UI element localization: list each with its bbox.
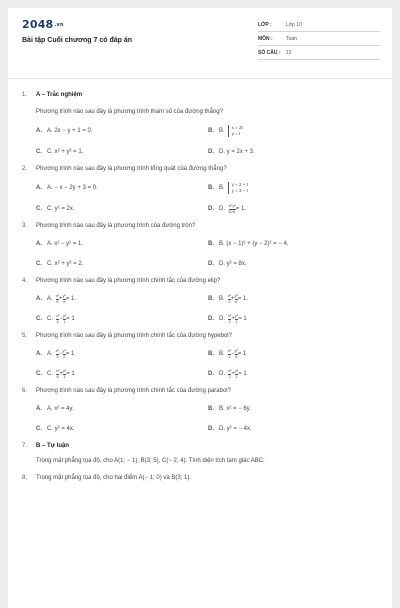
option-label: C. xyxy=(36,371,42,377)
option-prefix: C. xyxy=(47,371,53,377)
option-prefix: A. xyxy=(47,351,53,357)
question-number: 3. xyxy=(22,223,28,229)
option-label: C. xyxy=(36,316,42,322)
answer-option[interactable] xyxy=(36,182,208,194)
answer-options xyxy=(36,182,382,214)
question-item xyxy=(22,91,382,157)
answer-option[interactable] xyxy=(208,349,380,359)
fraction-denominator: 2 xyxy=(228,318,231,324)
fraction-numerator: y² xyxy=(62,348,66,353)
option-label: A. xyxy=(36,128,42,134)
answer-option[interactable] xyxy=(208,204,380,214)
option-text: B. x² = − 6y. xyxy=(219,406,251,412)
question-text xyxy=(36,474,382,483)
option-label: D. xyxy=(208,371,214,377)
option-text: D. y = 2x + 3. xyxy=(219,149,255,155)
equation-system xyxy=(228,125,243,137)
math-operator: + xyxy=(231,296,235,302)
logo-text: 2048 xyxy=(22,18,54,31)
option-label: A. xyxy=(36,406,42,412)
option-text: A. x² = 4y. xyxy=(47,406,74,412)
meta-key: MÔN : xyxy=(258,35,273,42)
question-text xyxy=(36,442,382,451)
option-label: D. xyxy=(208,206,214,212)
fraction-denominator: 6 xyxy=(235,353,238,359)
option-prefix: D. xyxy=(219,316,225,322)
answer-option[interactable] xyxy=(208,424,380,434)
fraction-denominator: 1 xyxy=(228,298,231,304)
header-divider xyxy=(8,78,392,79)
option-text: A. x² − y² = 1. xyxy=(47,241,84,247)
option-tail: = 1 xyxy=(66,371,75,377)
section-heading: A – Trắc nghiệm xyxy=(36,92,83,98)
equation-line: y = 2 + t xyxy=(231,182,248,187)
math-operator: + xyxy=(231,371,235,377)
answer-option[interactable] xyxy=(36,369,208,379)
fraction-denominator: 1 xyxy=(235,373,238,379)
answer-option[interactable] xyxy=(208,147,380,157)
answer-option[interactable] xyxy=(208,314,380,324)
answer-option[interactable] xyxy=(36,424,208,434)
answer-options xyxy=(36,294,382,324)
answer-option[interactable] xyxy=(36,314,208,324)
option-tail: = 1. xyxy=(237,296,249,302)
section-heading: B – Tự luận xyxy=(36,443,70,449)
question-item xyxy=(22,165,382,214)
fraction-denominator: 4 xyxy=(56,318,59,324)
meta-row-count xyxy=(258,46,380,60)
question-item xyxy=(22,474,382,483)
fraction-numerator: y² xyxy=(234,313,239,318)
answer-option[interactable] xyxy=(208,369,380,379)
option-text: B. (x − 1)² + (y − 2)² = − 4. xyxy=(219,241,289,247)
option-tail: = 1 xyxy=(238,371,247,377)
fraction-denominator: 1 xyxy=(228,353,231,359)
fraction-denominator: 3 xyxy=(56,353,59,359)
question-stem xyxy=(22,332,382,341)
option-label: A. xyxy=(36,351,42,357)
answer-option[interactable] xyxy=(36,239,208,249)
document-header xyxy=(8,8,392,66)
question-text xyxy=(36,387,382,396)
answer-option[interactable] xyxy=(36,349,208,359)
fraction-numerator: y² xyxy=(62,293,66,298)
fraction-denominator: 1 xyxy=(63,318,66,324)
option-text: C. y² = 4x. xyxy=(47,426,75,432)
fraction-numerator: x² xyxy=(55,348,60,353)
fraction-denominator: 1 xyxy=(235,318,238,324)
question-number: 6. xyxy=(22,388,28,394)
answer-options xyxy=(36,125,382,157)
option-label: D. xyxy=(208,426,214,432)
fraction-denominator: 2 xyxy=(228,373,231,379)
meta-row-class xyxy=(258,18,380,32)
math-operator: + xyxy=(59,371,63,377)
option-text: A. 2x − y + 1 = 0. xyxy=(47,128,93,134)
option-prefix: B. xyxy=(219,351,225,357)
meta-value: Toán xyxy=(286,35,297,42)
question-stem xyxy=(22,165,382,174)
fraction-numerator: x² xyxy=(227,348,232,353)
question-stem xyxy=(22,277,382,286)
answer-option[interactable] xyxy=(208,182,380,194)
question-text xyxy=(36,165,382,174)
option-label: A. xyxy=(36,241,42,247)
answer-option[interactable] xyxy=(36,204,208,214)
fraction-denominator: 9 xyxy=(56,298,59,304)
answer-option[interactable] xyxy=(36,404,208,414)
answer-option[interactable] xyxy=(208,239,380,249)
question-prompt: Phương trình nào sau đây là phương trình tổng quát của đường thẳng? xyxy=(36,166,227,172)
question-prompt: Trong mặt phẳng tọa độ, cho A(1; − 1), B(3; 5), C(− 2; 4). Tính diện tích tam giác ABC. xyxy=(36,458,265,464)
question-number: 2. xyxy=(22,166,28,172)
answer-option[interactable] xyxy=(208,404,380,414)
document-title: Bài tập Cuối chương 7 có đáp án xyxy=(22,37,133,44)
option-label: D. xyxy=(208,149,214,155)
math-operator: − xyxy=(59,316,63,322)
fraction-numerator: x² xyxy=(228,368,232,373)
option-text: D. y² = 8x. xyxy=(219,261,247,267)
equation-line: y = 3 − t xyxy=(231,188,248,193)
question-number: 4. xyxy=(22,278,28,284)
fraction-denominator: 10 xyxy=(228,208,233,214)
option-label: D. xyxy=(208,316,214,322)
math-operator: + xyxy=(59,296,63,302)
option-text: A. − x − 2y + 3 = 0. xyxy=(47,185,98,191)
option-label: B. xyxy=(208,128,214,134)
option-label: C. xyxy=(36,206,42,212)
fraction-numerator: y² xyxy=(62,313,67,318)
option-text: C. x² + y² = 2. xyxy=(47,261,84,267)
answer-option[interactable] xyxy=(36,147,208,157)
equation-line: x = 2t xyxy=(231,125,243,130)
question-stem xyxy=(22,222,382,231)
option-prefix: A. xyxy=(47,296,53,302)
option-label: A. xyxy=(36,185,42,191)
question-number: 1. xyxy=(22,92,28,98)
logo-suffix: .vn xyxy=(54,22,64,28)
question-text xyxy=(36,277,382,286)
option-tail: = 1 xyxy=(65,351,75,357)
answer-option[interactable] xyxy=(36,294,208,304)
math-operator: − xyxy=(231,351,235,357)
option-label: B. xyxy=(208,185,214,191)
fraction-numerator: y² xyxy=(234,293,238,298)
question-number: 5. xyxy=(22,333,28,339)
fraction-numerator: x² xyxy=(56,368,60,373)
fraction-denominator: 1 xyxy=(63,373,66,379)
math-operator: − xyxy=(59,351,63,357)
option-prefix: B. xyxy=(219,128,225,134)
answer-option[interactable] xyxy=(208,259,380,269)
math-operator: + xyxy=(231,316,235,322)
fraction-denominator: 6 xyxy=(56,373,59,379)
option-label: D. xyxy=(208,261,214,267)
question-list xyxy=(22,91,382,491)
fraction-numerator: x² xyxy=(55,293,60,298)
option-prefix: D. xyxy=(219,206,225,212)
equation-system xyxy=(228,182,248,194)
meta-row-subject xyxy=(258,32,380,46)
answer-option[interactable] xyxy=(36,259,208,269)
fraction-denominator: 6 xyxy=(233,208,236,214)
question-number: 8. xyxy=(22,475,28,481)
fraction-numerator: x² xyxy=(228,313,232,318)
option-label: C. xyxy=(36,426,42,432)
answer-option[interactable] xyxy=(36,125,208,137)
question-item xyxy=(22,332,382,379)
document-meta xyxy=(258,18,380,60)
question-prompt: Phương trình nào sau đây là phương trình tham số của đường thẳng? xyxy=(36,109,223,115)
fraction-denominator: 9 xyxy=(63,298,66,304)
option-label: C. xyxy=(36,149,42,155)
option-tail: = 1. xyxy=(65,296,77,302)
meta-key: SỐ CÂU : xyxy=(258,49,281,56)
fraction-numerator: y² xyxy=(232,203,236,208)
option-prefix: C. xyxy=(47,316,53,322)
option-label: B. xyxy=(208,351,214,357)
equation-line: y = t xyxy=(231,131,241,136)
option-tail: = 1. xyxy=(235,206,246,212)
question-prompt: Phương trình nào sau đây là phương trình của đường tròn? xyxy=(36,223,196,229)
question-stem xyxy=(22,387,382,396)
meta-value: Lớp 10 xyxy=(286,21,302,28)
option-prefix: B. xyxy=(219,296,225,302)
option-tail: = 1 xyxy=(238,316,247,322)
answer-option[interactable] xyxy=(208,125,380,137)
question-prompt: Phương trình nào sau đây là phương trình chính tắc của đường elip? xyxy=(36,278,221,284)
fraction-denominator: 2 xyxy=(63,353,66,359)
option-text: D. y² = − 4x. xyxy=(219,426,252,432)
question-item xyxy=(22,222,382,269)
question-prompt: Trong mặt phẳng tọa độ, cho hai điểm A(− 1; 0) và B(3; 1). xyxy=(36,475,192,481)
question-item xyxy=(22,277,382,324)
question-number: 7. xyxy=(22,443,28,449)
question-text xyxy=(36,91,382,117)
fraction-numerator: x² xyxy=(56,313,60,318)
answer-options xyxy=(36,404,382,434)
question-item xyxy=(22,442,382,466)
question-stem xyxy=(22,91,382,117)
option-text: C. x² + y² = 1. xyxy=(47,149,84,155)
answer-options xyxy=(36,239,382,269)
site-logo[interactable] xyxy=(22,18,64,31)
question-prompt: Phương trình nào sau đây là phương trình chính tắc của đường hypebol? xyxy=(36,333,232,339)
fraction-denominator: 6 xyxy=(235,298,238,304)
fraction-numerator: y² xyxy=(62,368,67,373)
question-stem xyxy=(22,442,382,451)
answer-options xyxy=(36,349,382,379)
option-label: A. xyxy=(36,296,42,302)
fraction-numerator: y² xyxy=(234,368,239,373)
option-label: B. xyxy=(208,406,214,412)
option-label: B. xyxy=(208,241,214,247)
option-text: C. y² = 2x. xyxy=(47,206,75,212)
question-stem xyxy=(22,474,382,483)
option-label: B. xyxy=(208,296,214,302)
question-text xyxy=(36,332,382,341)
answer-option[interactable] xyxy=(208,294,380,304)
question-item xyxy=(22,387,382,434)
option-tail: = 1 xyxy=(66,316,75,322)
meta-key: LỚP : xyxy=(258,21,272,28)
meta-value: 12 xyxy=(286,49,292,56)
fraction-numerator: x² xyxy=(227,293,232,298)
question-text xyxy=(36,222,382,231)
fraction-numerator: y² xyxy=(234,348,238,353)
question-prompt: Phương trình nào sau đây là phương trình chính tắc của đường parabol? xyxy=(36,388,231,394)
document-page xyxy=(8,8,392,608)
fraction-numerator: x² xyxy=(228,203,232,208)
option-prefix: B. xyxy=(219,185,225,191)
option-prefix: D. xyxy=(219,371,225,377)
option-tail: = 1 xyxy=(237,351,247,357)
option-label: C. xyxy=(36,261,42,267)
